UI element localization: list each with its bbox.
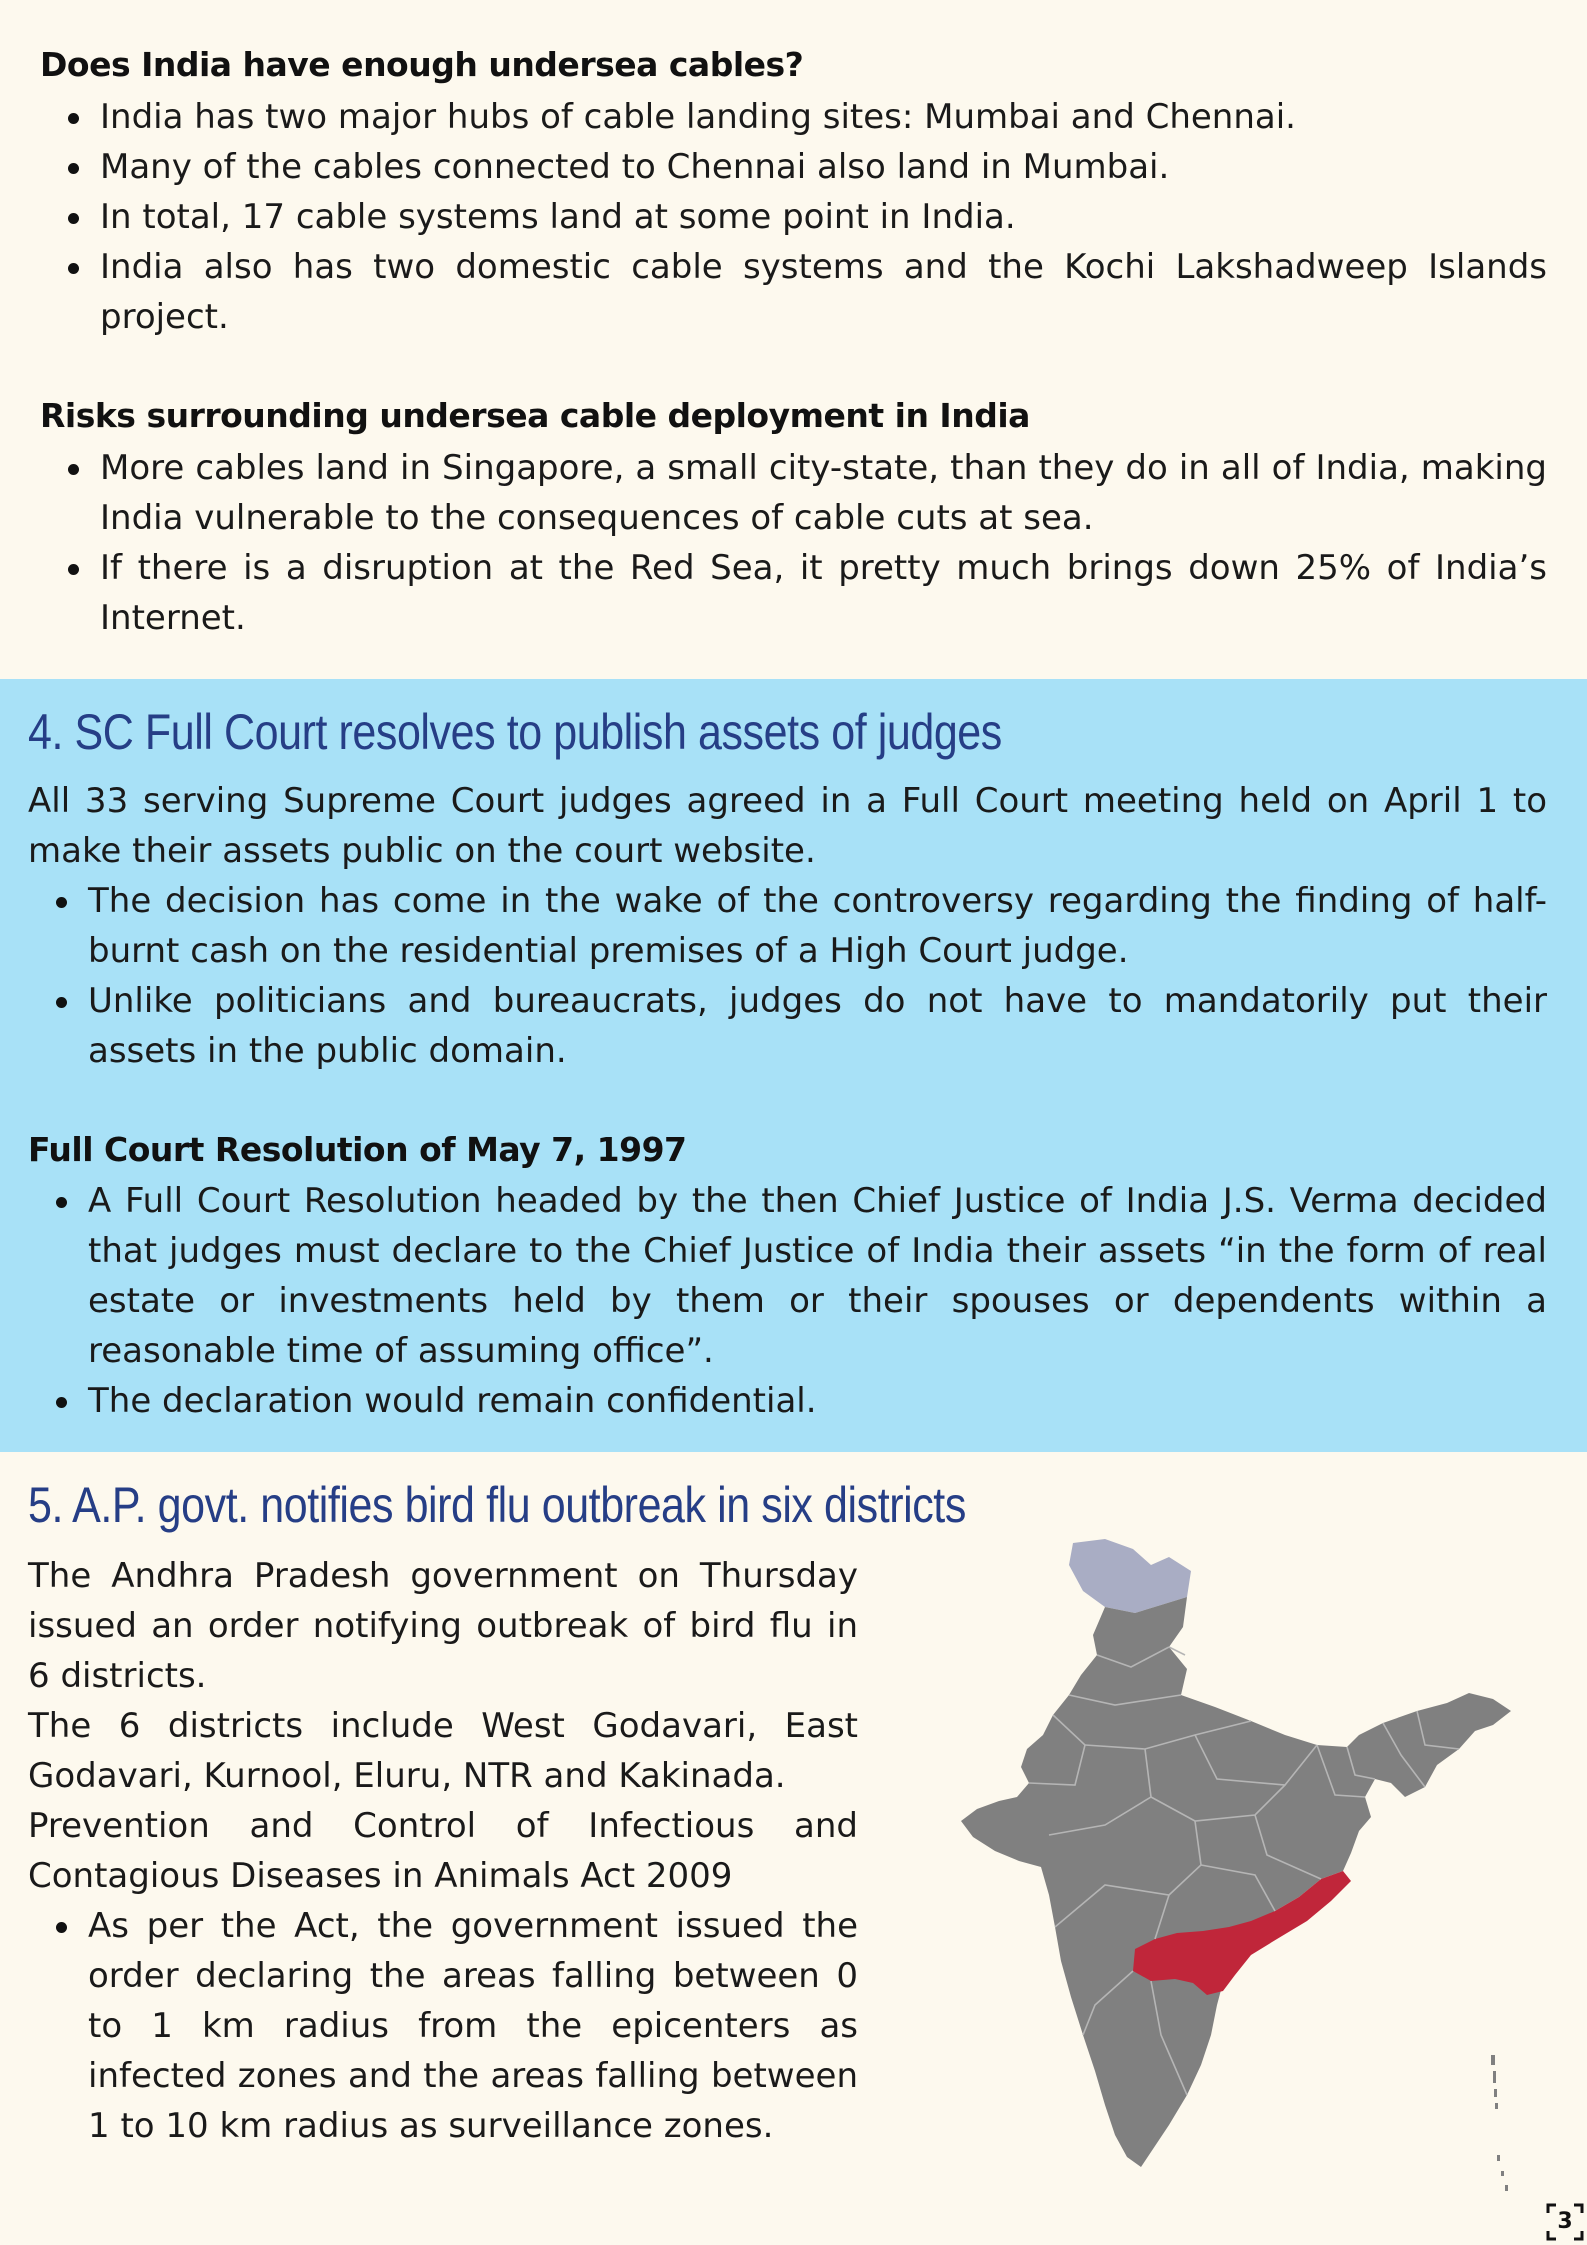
cables-section bbox=[0, 0, 1587, 679]
list-item: Many of the cables connected to Chennai also land in Mumbai. bbox=[40, 142, 1547, 192]
list-item: More cables land in Singapore, a small city-state, than they do in all of India, making India vulnerable to the consequences of cable cuts at sea. bbox=[40, 443, 1547, 543]
judges-bullet-list bbox=[28, 876, 1547, 1076]
list-item: Unlike politicians and bureaucrats, judges do not have to mandatorily put their assets in the public domain. bbox=[28, 976, 1547, 1076]
list-item: If there is a disruption at the Red Sea, it pretty much brings down 25% of India’s Internet. bbox=[40, 543, 1547, 643]
risks-bullet-list bbox=[40, 443, 1547, 643]
birdflu-para-1: The Andhra Pradesh government on Thursday issued an order notifying outbreak of bird flu in 6 districts. bbox=[28, 1556, 858, 1696]
list-item: A Full Court Resolution headed by the then Chief Justice of India J.S. Verma decided that judges must declare to the Chief Justice of India their assets “in the form of real estate or investments held by them or their spouses or dependents within a reasonable time of assuming office”. bbox=[28, 1176, 1547, 1376]
page-number: 3 bbox=[1557, 2209, 1573, 2234]
judges-intro: All 33 serving Supreme Court judges agreed in a Full Court meeting held on April 1 to make their assets public on the court website. bbox=[28, 781, 1547, 871]
list-item: As per the Act, the government issued the order declaring the areas falling between 0 to 1 km radius from the epicenters as infected zones and the areas falling between 1 to 10 km radius as surveillance zones. bbox=[28, 1901, 858, 2151]
cables-bullet-list bbox=[40, 92, 1547, 342]
cables-heading: Does India have enough undersea cables? bbox=[40, 45, 804, 84]
india-mainland bbox=[961, 1597, 1511, 2167]
birdflu-bullet-list bbox=[28, 1901, 858, 2151]
list-item: India also has two domestic cable systems and the Kochi Lakshadweep Islands project. bbox=[40, 242, 1547, 342]
andaman-islands bbox=[1491, 2055, 1508, 2191]
birdflu-title: 5. A.P. govt. notifies bird flu outbreak in six districts bbox=[28, 1477, 966, 1533]
india-map bbox=[955, 1535, 1555, 2215]
birdflu-para-2: The 6 districts include West Godavari, East Godavari, Kurnool, Eluru, NTR and Kakinada. bbox=[28, 1706, 858, 1796]
birdflu-para-3: Prevention and Control of Infectious and Contagious Diseases in Animals Act 2009 bbox=[28, 1806, 858, 1896]
resolution-bullet-list bbox=[28, 1176, 1547, 1426]
list-item: The declaration would remain confidential. bbox=[28, 1376, 1547, 1426]
list-item: In total, 17 cable systems land at some point in India. bbox=[40, 192, 1547, 242]
risks-heading: Risks surrounding undersea cable deployment in India bbox=[40, 396, 1030, 435]
list-item: The decision has come in the wake of the controversy regarding the finding of half-burnt cash on the residential premises of a High Court judge. bbox=[28, 876, 1547, 976]
judges-section bbox=[0, 679, 1587, 1452]
resolution-heading: Full Court Resolution of May 7, 1997 bbox=[28, 1130, 687, 1169]
judges-title: 4. SC Full Court resolves to publish assets of judges bbox=[28, 704, 1002, 760]
list-item: India has two major hubs of cable landing sites: Mumbai and Chennai. bbox=[40, 92, 1547, 142]
